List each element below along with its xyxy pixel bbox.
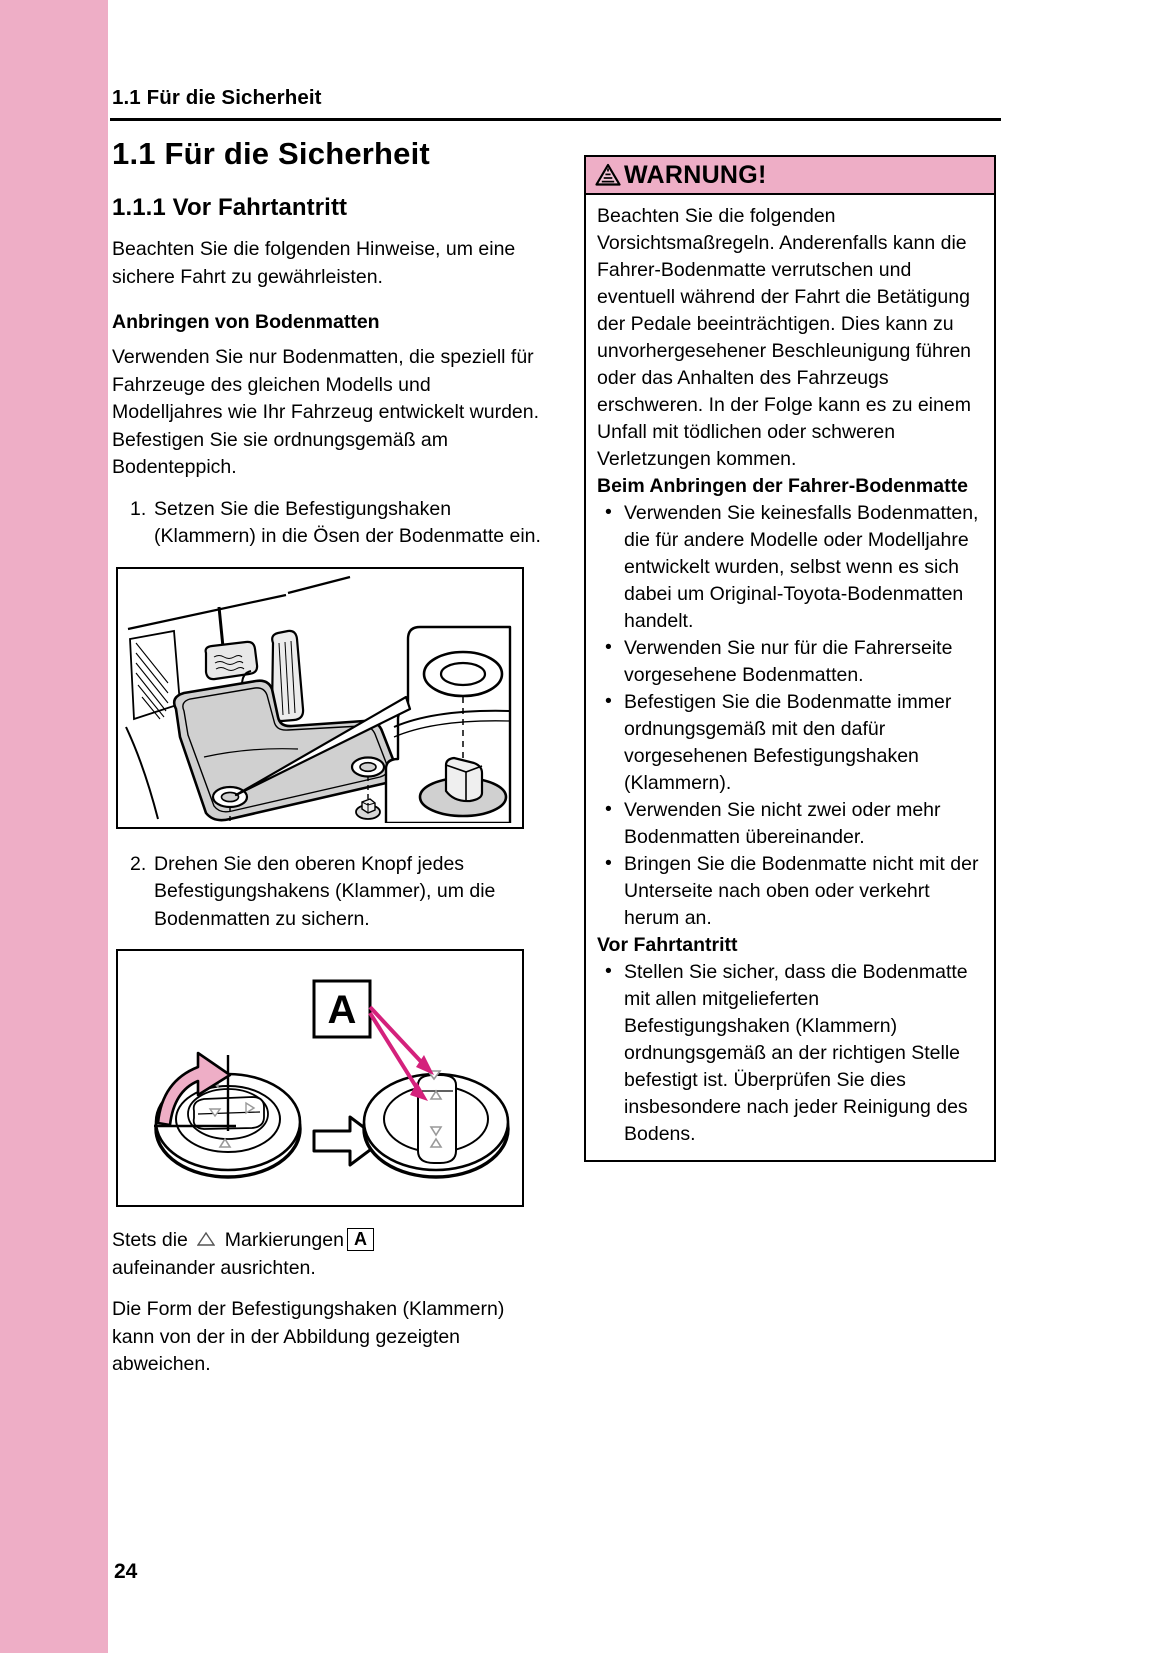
warning-subheading-1: Beim Anbringen der Fahrer-Bodenmatte (597, 475, 968, 497)
triangle-marking-icon (197, 1231, 215, 1247)
header-rule (110, 118, 1001, 121)
bullet-icon: • (605, 501, 612, 523)
warning-subheading-2: Vor Fahrtantritt (597, 934, 738, 956)
retaining-hook-rotation-illustration (118, 951, 518, 1201)
step-number: 1. (130, 497, 147, 520)
figure-footwell-floor-mat (116, 567, 524, 829)
intro-paragraph: Beachten Sie die folgenden Hinweise, um eine sichere Fahrt zu gewährleisten. (112, 238, 516, 288)
step-list-2 (112, 851, 542, 934)
note-align-mid: Markierungen (224, 1229, 344, 1251)
footwell-floor-mat-illustration (118, 569, 518, 823)
warning-box (584, 155, 996, 1162)
bullet-icon: • (605, 636, 612, 658)
page-edge-color-band (0, 0, 108, 1653)
bullet-text: Verwenden Sie nicht zwei oder mehr Bodenmatten übereinander. (624, 799, 941, 848)
bullet-text: Verwenden Sie nur für die Fahrerseite vorgesehene Bodenmatten. (624, 637, 953, 686)
page-content (108, 0, 1165, 1653)
step-text: Drehen Sie den oberen Knopf jedes Befestigungshakens (Klammer), um die Bodenmatten zu sichern. (154, 852, 496, 930)
bullet-text: Bringen Sie die Bodenmatte nicht mit der Unterseite nach oben oder verkehrt herum an. (624, 853, 979, 929)
list-item (597, 500, 984, 635)
left-column (112, 136, 542, 1393)
step-text: Setzen Sie die Befestigungshaken (Klammern) in die Ösen der Bodenmatte ein. (154, 497, 541, 547)
bullet-text: Befestigen Sie die Bodenmatte immer ordnungsgemäß mit den dafür vorgesehenen Befestigungshaken (Klammern). (624, 691, 952, 794)
warning-triangle-icon (595, 163, 621, 187)
bullet-icon: • (605, 960, 612, 982)
bullet-icon: • (605, 798, 612, 820)
bullet-text: Verwenden Sie keinesfalls Bodenmatten, die für andere Modelle oder Modelljahre entwickelt wurden, selbst wenn es sich dabei um Original-Toyota-Bodenmatten handelt. (624, 502, 979, 632)
subsection-title: 1.1.1 Vor Fahrtantritt (112, 194, 348, 221)
running-head: 1.1 Für die Sicherheit (112, 86, 322, 109)
page-number: 24 (114, 1560, 138, 1583)
note-alignment (112, 1227, 542, 1282)
section-title: 1.1 Für die Sicherheit (112, 136, 430, 171)
list-item (112, 851, 542, 934)
right-column (584, 155, 996, 1162)
list-item (597, 851, 984, 932)
bullet-text: Stellen Sie sicher, dass die Bodenmatte mit allen mitgelieferten Befestigungshaken (Klammern) ordnungsgemäß an der richtigen Stelle befestigt ist. Überprüfen Sie dies insbesondere nach jeder Reinigung des Bodens. (624, 961, 968, 1145)
step-list-1 (112, 496, 542, 551)
step-number: 2. (130, 852, 147, 875)
list-item (112, 496, 542, 551)
warning-bullet-list-2 (597, 959, 984, 1148)
warning-intro: Beachten Sie die folgenden Vorsichtsmaßregeln. Anderenfalls kann die Fahrer-Bodenmatte verrutschen und eventuell während der Fahrt die Betätigung der Pedale beeinträchtigen. Dies kann zu unvorhergesehener Beschleunigung führen oder das Anhalten des Fahrzeugs erschweren. In der Folge kann es zu einem Unfall mit tödlichen oder schweren Verletzungen kommen. (597, 205, 972, 470)
warning-title: WARNUNG! (624, 160, 767, 189)
bullet-icon: • (605, 852, 612, 874)
warning-bullet-list-1 (597, 500, 984, 932)
heading-anbringen-von-bodenmatten: Anbringen von Bodenmatten (112, 311, 380, 333)
figure-retaining-hook-rotation (116, 949, 524, 1207)
list-item (597, 635, 984, 689)
figure-callout-a-label: A (327, 988, 357, 1032)
list-item (597, 797, 984, 851)
paragraph-bodenmatten: Verwenden Sie nur Bodenmatten, die speziell für Fahrzeuge des gleichen Modells und Modelljahres wie Ihr Fahrzeug entwickelt wurden. Befestigen Sie sie ordnungsgemäß am Bodenteppich. (112, 346, 540, 478)
list-item (597, 959, 984, 1148)
bullet-icon: • (605, 690, 612, 712)
note-shape-varies: Die Form der Befestigungshaken (Klammern) kann von der in der Abbildung gezeigten abweichen. (112, 1298, 505, 1375)
warning-box-body (586, 195, 994, 1160)
note-align-post: aufeinander ausrichten. (112, 1256, 316, 1279)
callout-badge-a: A (347, 1228, 374, 1251)
note-align-pre: Stets die (112, 1229, 188, 1251)
list-item (597, 689, 984, 797)
warning-box-header (586, 157, 994, 195)
